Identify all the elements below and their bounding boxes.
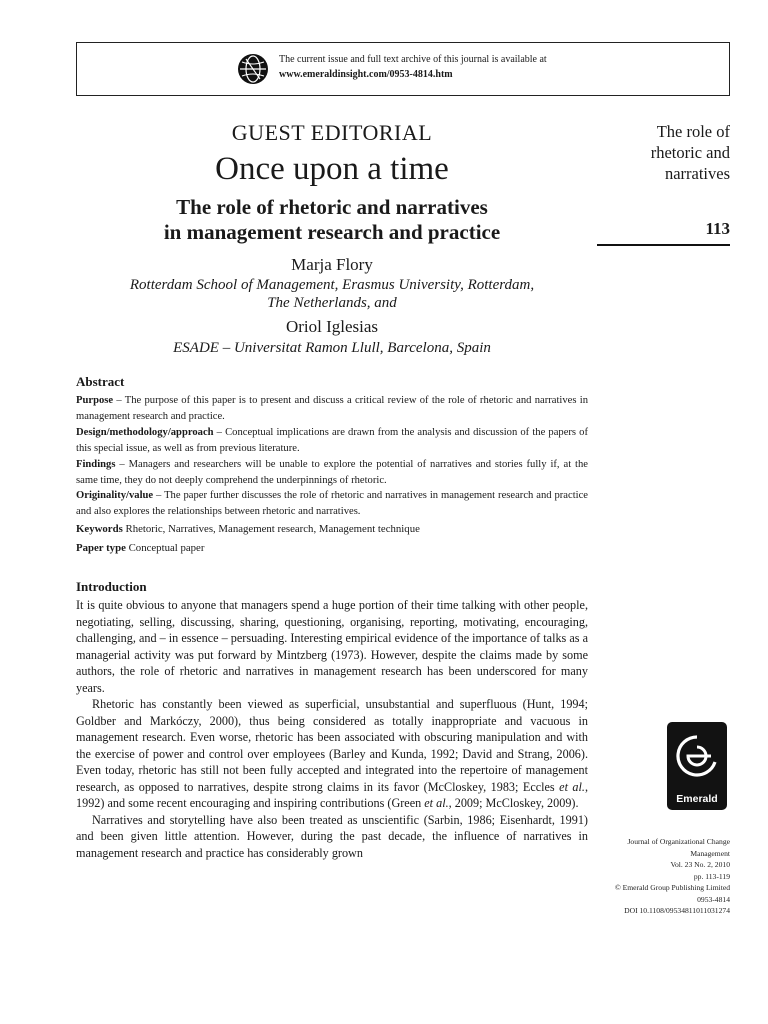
page-number: 113 bbox=[705, 219, 730, 238]
author-name: Oriol Iglesias bbox=[285, 317, 379, 336]
subtitle-line-1: The role of rhetoric and narratives bbox=[176, 195, 488, 219]
author-affiliation: ESADE – Universitat Ramon Llull, Barcelona, Spain bbox=[173, 340, 491, 356]
abstract-design: Design/methodology/approach – Conceptual implications are drawn from the analysis and discussion of the papers of this special issue, as well as from previous literature. bbox=[76, 427, 588, 454]
author-affiliation: Rotterdam School of Management, Erasmus University, Rotterdam, The Netherlands, and bbox=[129, 277, 535, 311]
abstract-originality: Originality/value – The paper further discusses the role of rhetoric and narratives in management research and practice and also explores the relationships between rhetoric and narratives. bbox=[76, 490, 588, 517]
keywords: Keywords Rhetoric, Narratives, Management research, Management technique bbox=[76, 523, 420, 535]
globe-icon bbox=[237, 53, 269, 85]
journal-info: Journal of Organizational Change Management Vol. 23 No. 2, 2010 pp. 113-119 © Emerald Group Publishing Limited 0953-4814 DOI 10.1108/09534811011031274 bbox=[614, 837, 730, 915]
abstract-purpose: Purpose – The purpose of this paper is to present and discuss a critical review of the role of rhetoric and narratives in management research and practice. bbox=[76, 395, 588, 422]
journal-access-banner bbox=[76, 42, 730, 96]
running-title: The role of rhetoric and narratives bbox=[650, 122, 730, 183]
emerald-logo: Emerald bbox=[667, 722, 727, 810]
abstract-heading: Abstract bbox=[76, 374, 125, 389]
paragraph: Rhetoric has constantly been viewed as superficial, unsubstantial and superfluous (Hunt, 1994; Goldber and Markóczy, 2000), thus being considered as totally inappropriate and vacuous in management research. Even worse, rhetoric has been associated with obscuring manipulation and with the exercise of power and control over employees (Barley and Kunda, 1992; David and Strang, 2006). Even today, rhetoric has still not been fully accepted and integrated into the repertoire of management research, as opposed to narratives, despite strong claims in its favor (McCloskey, 1983; Eccles et al., 1992) and some recent encouraging and inspiring contributions (Green et al., 2009; McCloskey, 2009). bbox=[76, 697, 588, 810]
introduction-heading: Introduction bbox=[76, 579, 147, 594]
author-name: Marja Flory bbox=[291, 255, 373, 274]
subtitle-line-2: in management research and practice bbox=[163, 220, 501, 244]
paragraph: Narratives and storytelling have also been treated as unscientific (Sarbin, 1986; Eisenhardt, 1991) and been given little attention. However, during the past decade, the influence of narratives in management research and practice has considerably grown bbox=[76, 812, 588, 860]
emerald-swirl-icon bbox=[667, 726, 727, 790]
page-title: Once upon a time bbox=[215, 151, 449, 187]
section-label: GUEST EDITORIAL bbox=[231, 120, 433, 145]
subtitle bbox=[76, 195, 588, 245]
introduction-body bbox=[76, 597, 588, 861]
journal-url-link[interactable]: www.emeraldinsight.com/0953-4814.htm bbox=[279, 69, 453, 80]
divider bbox=[597, 244, 730, 246]
banner-text: The current issue and full text archive of this journal is available at bbox=[279, 54, 547, 65]
abstract-findings: Findings – Managers and researchers will be unable to explore the potential of narratives and stories fully if, at the same time, they do not deeply comprehend the underpinnings of rhetoric. bbox=[76, 459, 588, 486]
paper-type: Paper type Conceptual paper bbox=[76, 542, 205, 554]
paragraph: It is quite obvious to anyone that managers spend a huge portion of their time talking with other people, negotiating, selling, discussing, sharing, questioning, organising, reporting, motivating, encouraging, challenging, and – in essence – persuading. Interesting empirical evidence of the importance of talks as a managerial activity was put forward by Mintzberg (1973). However, despite the claims made by some authors, the role of rhetoric and narratives in management research has been underscored for many years. bbox=[76, 598, 588, 695]
